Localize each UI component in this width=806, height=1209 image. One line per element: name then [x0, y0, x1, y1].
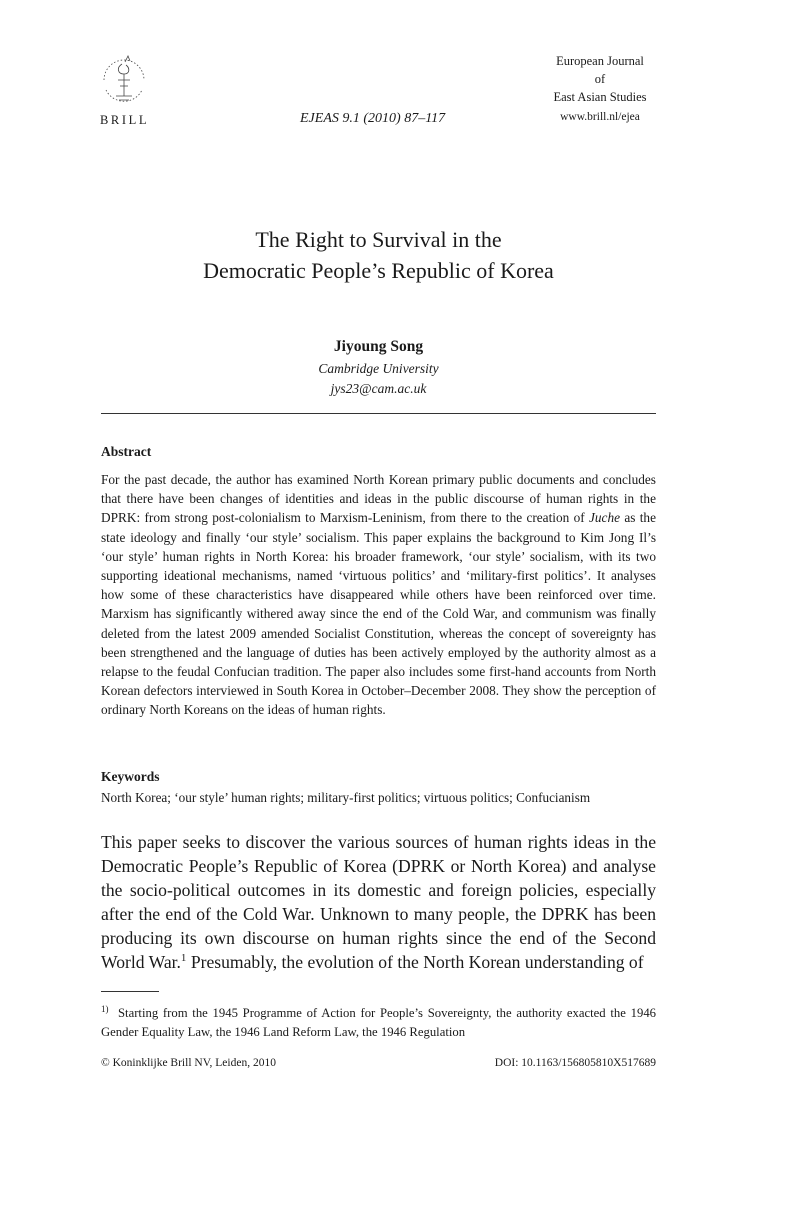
footnote-divider — [101, 991, 159, 992]
journal-url[interactable]: www.brill.nl/ejea — [560, 111, 640, 123]
author-email[interactable]: jys23@cam.ac.uk — [330, 381, 427, 396]
title-line: Democratic People’s Republic of Korea — [203, 258, 554, 283]
copyright-notice: © Koninklijke Brill NV, Leiden, 2010 — [101, 1057, 276, 1069]
body-text-part: Presumably, the evolution of the North Korean understanding of — [186, 952, 644, 972]
footnote-text: Starting from the 1945 Programme of Action for People’s Sovereignty, the authority exacted the 1946 Gender Equality Law, the 1946 Land Reform Law, the 1946 Regulation — [101, 1006, 657, 1039]
title-line: The Right to Survival in the — [255, 227, 502, 252]
footnote-reference[interactable]: 1 — [180, 952, 187, 965]
publisher-name: BRILL — [100, 113, 150, 127]
abstract-text-part: as the state ideology and finally ‘our style’ socialism. This paper explains the background to Kim Jong Il’s ‘our style’ human rights in North Korea: his broader framework, ‘our style’ socialism, with its two supporting ideational mechanisms, named ‘virtuous politics’ and ‘military-first politics’. It analyses how some of these characteristics have disappeared while others have been reinforced over time. Marxism has significantly withered away since the end of the Cold War, and communism was finally deleted from the latest 2009 amended Socialist Constitution, whereas the concept of sovereignty has been strengthened and the language of duties has been actively employed by the authority almost as a relapse to the feudal Confucian tradition. The paper also includes some first-hand accounts from North Korean defectors interviewed in South Korea in October–December 2008. They show the perception of ordinary North Koreans on the ideas of human rights. — [101, 510, 656, 718]
footnote — [101, 1004, 656, 1042]
affiliation: Cambridge University — [318, 361, 439, 376]
footnote-marker: 1) — [101, 1003, 109, 1014]
abstract-text-part: For the past decade, the author has examined North Korean primary public documents and concludes that there have been changes of identities and ideas in the public discourse of human rights in the DPRK: from strong post-colonialism to Marxism-Leninism, from there to the creation of — [101, 472, 656, 526]
abstract-text — [101, 470, 656, 720]
keywords-text: North Korea; ‘our style’ human rights; military-first politics; virtuous politics; Confucianism — [101, 790, 591, 805]
journal-name — [530, 52, 670, 106]
journal-name-line: East Asian Studies — [553, 90, 647, 104]
doi[interactable]: DOI: 10.1163/156805810X517689 — [494, 1057, 656, 1069]
title-divider — [101, 413, 656, 414]
abstract-heading: Abstract — [101, 444, 152, 459]
brill-logo-icon — [94, 50, 154, 112]
journal-citation: EJEAS 9.1 (2010) 87–117 — [300, 111, 446, 126]
author-name: Jiyoung Song — [333, 338, 424, 355]
abstract-juche-term: Juche — [589, 510, 621, 526]
author-affiliation — [101, 359, 656, 399]
journal-name-line: of — [594, 72, 606, 86]
journal-name-line: European Journal — [556, 54, 644, 68]
body-paragraph — [101, 830, 656, 974]
article-title — [101, 224, 656, 286]
body-text-part: This paper seeks to discover the various sources of human rights ideas in the Democratic People’s Republic of Korea (DPRK or North Korea) and analyse the socio-political outcomes in its domestic and foreign policies, especially after the end of the Cold War. Unknown to many people, the DPRK has been producing its own discourse on human rights since the end of the Second World War. — [101, 832, 656, 972]
keywords-heading: Keywords — [101, 769, 160, 784]
